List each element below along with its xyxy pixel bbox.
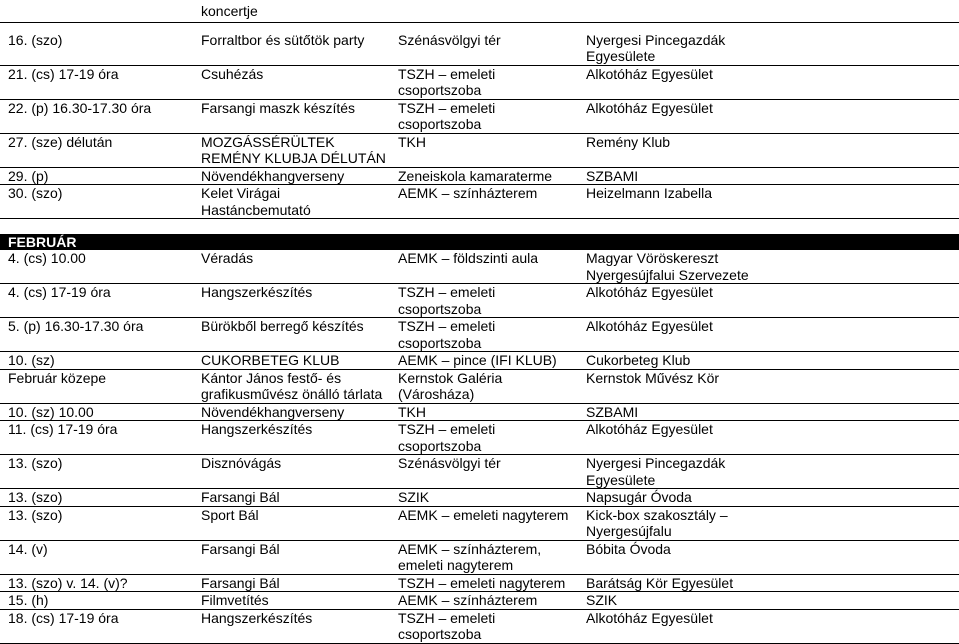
event-date: 5. (p) 16.30-17.30 óra bbox=[0, 318, 198, 352]
event-place: TSZH – emeleti nagyterem bbox=[397, 574, 584, 592]
event-organizer: Alkotóház Egyesület bbox=[584, 65, 959, 99]
event-organizer: Kernstok Művész Kör bbox=[584, 369, 959, 403]
event-place: TKH bbox=[397, 133, 584, 167]
event-organizer: SZBAMI bbox=[584, 167, 959, 185]
event-place: Szénásvölgyi tér bbox=[397, 455, 584, 489]
event-title: CUKORBETEG KLUB bbox=[198, 352, 397, 370]
event-place: Zeneiskola kamaraterme bbox=[397, 167, 584, 185]
event-organizer: SZIK bbox=[584, 592, 959, 610]
event-place: TSZH – emeleti csoportszoba bbox=[397, 318, 584, 352]
event-date: 13. (szo) bbox=[0, 455, 198, 489]
event-organizer: Napsugár Óvoda bbox=[584, 489, 959, 507]
event-title: Farsangi Bál bbox=[198, 489, 397, 507]
month-header-row bbox=[0, 234, 959, 250]
event-place: TSZH – emeleti csoportszoba bbox=[397, 421, 584, 455]
event-date: 30. (szo) bbox=[0, 185, 198, 219]
event-date: 27. (sze) délután bbox=[0, 133, 198, 167]
event-place: TSZH – emeleti csoportszoba bbox=[397, 65, 584, 99]
event-date: 13. (szo) v. 14. (v)? bbox=[0, 574, 198, 592]
event-place: TKH bbox=[397, 403, 584, 421]
event-title: Csuhézás bbox=[198, 65, 397, 99]
table-row bbox=[0, 65, 959, 99]
table-row bbox=[0, 489, 959, 507]
event-place: Kernstok Galéria (Városháza) bbox=[397, 369, 584, 403]
event-organizer: Magyar Vöröskereszt Nyergesújfalui Szervezete bbox=[584, 250, 959, 284]
event-place: SZIK bbox=[397, 489, 584, 507]
event-title: Farsangi Bál bbox=[198, 540, 397, 574]
table-row bbox=[0, 403, 959, 421]
table-row bbox=[0, 32, 959, 66]
event-organizer: Cukorbeteg Klub bbox=[584, 352, 959, 370]
event-date: 11. (cs) 17-19 óra bbox=[0, 421, 198, 455]
event-title: Kelet Virágai Hastáncbemutató bbox=[198, 185, 397, 219]
event-organizer: Nyergesi Pincegazdák Egyesülete bbox=[584, 32, 959, 66]
event-organizer: Barátság Kör Egyesület bbox=[584, 574, 959, 592]
event-place: TSZH – emeleti csoportszoba bbox=[397, 284, 584, 318]
event-title: Hangszerkészítés bbox=[198, 284, 397, 318]
event-title: Hangszerkészítés bbox=[198, 609, 397, 643]
table-row bbox=[0, 574, 959, 592]
event-title: Növendékhangverseny bbox=[198, 403, 397, 421]
table-row bbox=[0, 167, 959, 185]
month-header: FEBRUÁR bbox=[0, 234, 959, 250]
event-date: 16. (szo) bbox=[0, 32, 198, 66]
top-cell-text: koncertje bbox=[198, 0, 397, 22]
table-row bbox=[0, 133, 959, 167]
event-date: Február közepe bbox=[0, 369, 198, 403]
event-title: Hangszerkészítés bbox=[198, 421, 397, 455]
event-date: 4. (cs) 10.00 bbox=[0, 250, 198, 284]
event-organizer: Alkotóház Egyesület bbox=[584, 99, 959, 133]
event-place: TSZH – emeleti csoportszoba bbox=[397, 609, 584, 643]
table-row bbox=[0, 506, 959, 540]
event-title: Farsangi maszk készítés bbox=[198, 99, 397, 133]
event-place: AEMK – földszinti aula bbox=[397, 250, 584, 284]
event-title: MOZGÁSSÉRÜLTEK REMÉNY KLUBJA DÉLUTÁN bbox=[198, 133, 397, 167]
table-row bbox=[0, 352, 959, 370]
table-row bbox=[0, 592, 959, 610]
event-place: AEMK – emeleti nagyterem bbox=[397, 506, 584, 540]
event-organizer: Kick-box szakosztály – Nyergesújfalu bbox=[584, 506, 959, 540]
event-title: Disznóvágás bbox=[198, 455, 397, 489]
event-organizer: Alkotóház Egyesület bbox=[584, 284, 959, 318]
event-date: 13. (szo) bbox=[0, 506, 198, 540]
event-place: AEMK – színházterem bbox=[397, 185, 584, 219]
event-date: 29. (p) bbox=[0, 167, 198, 185]
event-title: Filmvetítés bbox=[198, 592, 397, 610]
table-row bbox=[0, 0, 959, 22]
table-row bbox=[0, 99, 959, 133]
event-date: 10. (sz) 10.00 bbox=[0, 403, 198, 421]
event-date: 13. (szo) bbox=[0, 489, 198, 507]
table-row bbox=[0, 369, 959, 403]
table-row bbox=[0, 250, 959, 284]
event-organizer: Alkotóház Egyesület bbox=[584, 609, 959, 643]
event-date: 15. (h) bbox=[0, 592, 198, 610]
table-row bbox=[0, 284, 959, 318]
event-date: 14. (v) bbox=[0, 540, 198, 574]
event-title: Bürökből berregő készítés bbox=[198, 318, 397, 352]
event-date: 18. (cs) 17-19 óra bbox=[0, 609, 198, 643]
event-title: Növendékhangverseny bbox=[198, 167, 397, 185]
event-title: Véradás bbox=[198, 250, 397, 284]
event-place: AEMK – pince (IFI KLUB) bbox=[397, 352, 584, 370]
event-place: AEMK – színházterem bbox=[397, 592, 584, 610]
event-date: 21. (cs) 17-19 óra bbox=[0, 65, 198, 99]
table-row bbox=[0, 421, 959, 455]
event-title: Kántor János festő- és grafikusművész önálló tárlata bbox=[198, 369, 397, 403]
table-row bbox=[0, 609, 959, 643]
event-title: Forraltbor és sütőtök party bbox=[198, 32, 397, 66]
event-date: 10. (sz) bbox=[0, 352, 198, 370]
event-organizer: Alkotóház Egyesület bbox=[584, 421, 959, 455]
table-row bbox=[0, 318, 959, 352]
event-organizer: Heizelmann Izabella bbox=[584, 185, 959, 219]
table-row bbox=[0, 540, 959, 574]
event-place: AEMK – színházterem, emeleti nagyterem bbox=[397, 540, 584, 574]
event-organizer: Remény Klub bbox=[584, 133, 959, 167]
event-organizer: Nyergesi Pincegazdák Egyesülete bbox=[584, 455, 959, 489]
event-place: Szénásvölgyi tér bbox=[397, 32, 584, 66]
event-date: 22. (p) 16.30-17.30 óra bbox=[0, 99, 198, 133]
table-row bbox=[0, 455, 959, 489]
table-row bbox=[0, 185, 959, 219]
event-organizer: Alkotóház Egyesület bbox=[584, 318, 959, 352]
event-organizer: Bóbita Óvoda bbox=[584, 540, 959, 574]
event-title: Sport Bál bbox=[198, 506, 397, 540]
event-place: TSZH – emeleti csoportszoba bbox=[397, 99, 584, 133]
event-title: Farsangi Bál bbox=[198, 574, 397, 592]
event-date: 4. (cs) 17-19 óra bbox=[0, 284, 198, 318]
event-organizer: SZBAMI bbox=[584, 403, 959, 421]
